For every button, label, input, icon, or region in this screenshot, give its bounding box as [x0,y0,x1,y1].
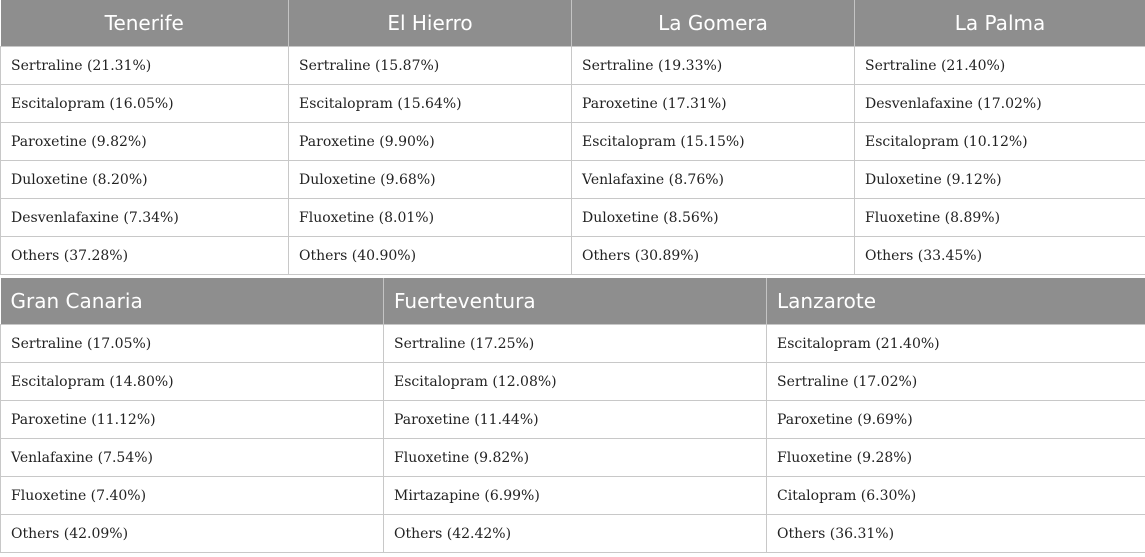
table-row [1,325,1145,363]
column-header: Gran Canaria [1,278,384,325]
header-row [1,0,1145,47]
table-cell: Escitalopram (12.08%) [384,363,767,401]
table-cell: Escitalopram (16.05%) [1,85,289,123]
table-cell: Fluoxetine (8.89%) [855,199,1145,237]
table-cell: Fluoxetine (8.01%) [289,199,572,237]
table-row [1,401,1145,439]
table-cell: Citalopram (6.30%) [767,477,1145,515]
column-header: El Hierro [289,0,572,47]
table-cell: Duloxetine (9.12%) [855,161,1145,199]
table-cell: Others (42.09%) [1,515,384,553]
table-cell: Sertraline (17.25%) [384,325,767,363]
table-cell: Venlafaxine (7.54%) [1,439,384,477]
table-row [1,161,1145,199]
table-row [1,515,1145,553]
table-cell: Fluoxetine (9.28%) [767,439,1145,477]
table-cell: Duloxetine (9.68%) [289,161,572,199]
table-row [1,439,1145,477]
table-cell: Others (40.90%) [289,237,572,275]
table-row [1,47,1145,85]
column-header: Lanzarote [767,278,1145,325]
table-row [1,123,1145,161]
table-cell: Others (33.45%) [855,237,1145,275]
table-cell: Paroxetine (9.69%) [767,401,1145,439]
table-cell: Sertraline (17.05%) [1,325,384,363]
table-cell: Paroxetine (9.82%) [1,123,289,161]
table-cell: Escitalopram (14.80%) [1,363,384,401]
table-cell: Sertraline (15.87%) [289,47,572,85]
table-cell: Fluoxetine (9.82%) [384,439,767,477]
column-header: Tenerife [1,0,289,47]
table-row [1,199,1145,237]
top-islands-table [0,0,1145,275]
table-cell: Sertraline (21.31%) [1,47,289,85]
header-row [1,278,1145,325]
table-cell: Others (36.31%) [767,515,1145,553]
table-row [1,237,1145,275]
bottom-islands-table [0,278,1145,553]
table-cell: Fluoxetine (7.40%) [1,477,384,515]
table-cell: Paroxetine (9.90%) [289,123,572,161]
table-cell: Duloxetine (8.20%) [1,161,289,199]
table-cell: Paroxetine (11.44%) [384,401,767,439]
table-cell: Escitalopram (21.40%) [767,325,1145,363]
table-cell: Venlafaxine (8.76%) [572,161,855,199]
table-cell: Duloxetine (8.56%) [572,199,855,237]
table-cell: Sertraline (19.33%) [572,47,855,85]
table-row [1,477,1145,515]
column-header: Fuerteventura [384,278,767,325]
table-cell: Mirtazapine (6.99%) [384,477,767,515]
column-header: La Palma [855,0,1145,47]
column-header: La Gomera [572,0,855,47]
table-cell: Escitalopram (15.64%) [289,85,572,123]
table-cell: Paroxetine (17.31%) [572,85,855,123]
table-cell: Others (30.89%) [572,237,855,275]
table-cell: Sertraline (17.02%) [767,363,1145,401]
table-cell: Others (37.28%) [1,237,289,275]
table-cell: Desvenlafaxine (17.02%) [855,85,1145,123]
table-cell: Sertraline (21.40%) [855,47,1145,85]
table-cell: Others (42.42%) [384,515,767,553]
table-cell: Escitalopram (15.15%) [572,123,855,161]
table-cell: Desvenlafaxine (7.34%) [1,199,289,237]
table-row [1,363,1145,401]
table-cell: Paroxetine (11.12%) [1,401,384,439]
table-cell: Escitalopram (10.12%) [855,123,1145,161]
table-row [1,85,1145,123]
